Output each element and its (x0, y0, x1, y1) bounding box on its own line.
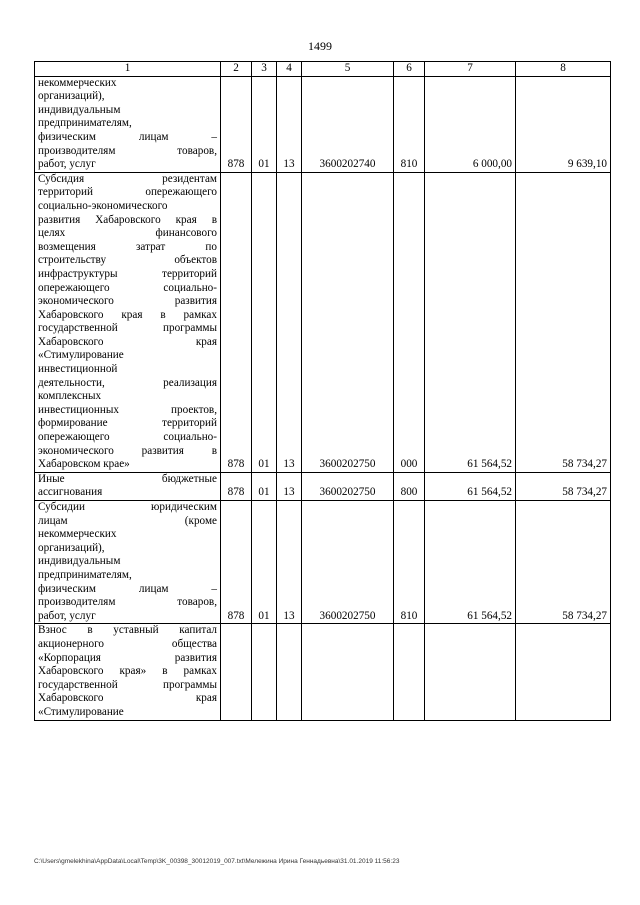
row-description (35, 76, 221, 172)
target-article-code: 3600202750 (302, 172, 394, 472)
amount-year-1 (425, 624, 516, 720)
amount-year-1: 61 564,52 (425, 472, 516, 500)
amount-year-1: 61 564,52 (425, 172, 516, 472)
row-description (35, 172, 221, 472)
subsection-code: 13 (277, 172, 302, 472)
section-code: 01 (252, 172, 277, 472)
table-row (35, 172, 611, 472)
description-line: государственной программы (38, 678, 217, 691)
description-line: производителям товаров, (38, 596, 217, 609)
header-row (35, 62, 611, 77)
col-header-8: 8 (516, 62, 611, 77)
target-article-code: 3600202740 (302, 76, 394, 172)
description-line: Взнос в уставный капитал (38, 624, 217, 637)
description-line: Субсидия резидентам (38, 172, 217, 185)
footer-path: C:\Users\gmelekhina\AppData\Local\Temp\3K_00398_30012019_007.txt\Мележина Ирина Геннадьевна\31.01.2019 11:56:23 (34, 858, 400, 865)
description-line: инвестиционных проектов, (38, 403, 217, 416)
expense-type-code: 810 (394, 501, 425, 624)
table-row (35, 472, 611, 500)
expense-type-code: 000 (394, 172, 425, 472)
ministry-code: 878 (221, 76, 252, 172)
description-line: организаций), (38, 90, 105, 103)
description-line: Хабаровского края (38, 692, 217, 705)
description-line: Хабаровского края в рамках (38, 308, 217, 321)
description-line: физическим лицам – (38, 582, 217, 595)
description-line: государственной программы (38, 322, 217, 335)
col-header-1: 1 (35, 62, 221, 77)
description-line: инвестиционной (38, 363, 118, 376)
expense-type-code: 810 (394, 76, 425, 172)
col-header-5: 5 (302, 62, 394, 77)
description-line: деятельности, реализация (38, 376, 217, 389)
description-line: «Стимулирование (38, 349, 124, 362)
table-row (35, 624, 611, 720)
subsection-code: 13 (277, 472, 302, 500)
description-line: физическим лицам – (38, 130, 217, 143)
description-line: возмещения затрат по (38, 240, 217, 253)
subsection-code: 13 (277, 501, 302, 624)
amount-year-2: 9 639,10 (516, 76, 611, 172)
description-line: «Корпорация развития (38, 651, 217, 664)
amount-year-2 (516, 624, 611, 720)
description-line: предпринимателям, (38, 568, 132, 581)
ministry-code: 878 (221, 472, 252, 500)
description-line: «Стимулирование (38, 705, 124, 718)
description-line: формирование территорий (38, 417, 217, 430)
row-description (35, 501, 221, 624)
subsection-code: 13 (277, 76, 302, 172)
description-line: строительству объектов (38, 254, 217, 267)
description-line: предпринимателям, (38, 117, 132, 130)
section-code: 01 (252, 472, 277, 500)
description-line: ассигнования (38, 486, 103, 499)
description-line: организаций), (38, 541, 105, 554)
ministry-code: 878 (221, 172, 252, 472)
description-line: территорий опережающего (38, 186, 217, 199)
target-article-code: 3600202750 (302, 501, 394, 624)
description-line: экономического развития в (38, 444, 217, 457)
description-line: комплексных (38, 390, 102, 403)
description-line: опережающего социально- (38, 281, 217, 294)
col-header-3: 3 (252, 62, 277, 77)
col-header-6: 6 (394, 62, 425, 77)
section-code (252, 624, 277, 720)
amount-year-2: 58 734,27 (516, 172, 611, 472)
page-number: 1499 (308, 39, 332, 53)
section-code: 01 (252, 76, 277, 172)
description-line: социально-экономического (38, 199, 168, 212)
row-description (35, 472, 221, 500)
amount-year-2: 58 734,27 (516, 472, 611, 500)
table-row (35, 501, 611, 624)
description-line: индивидуальным (38, 555, 121, 568)
amount-year-1: 6 000,00 (425, 76, 516, 172)
description-line: акционерного общества (38, 637, 217, 650)
subsection-code (277, 624, 302, 720)
description-line: Хабаровского края» в рамках (38, 665, 217, 678)
description-line: Субсидии юридическим (38, 501, 217, 513)
description-line: развития Хабаровского края в (38, 213, 217, 226)
row-description (35, 624, 221, 720)
description-line: опережающего социально- (38, 431, 217, 444)
description-line: экономического развития (38, 295, 217, 308)
description-line: индивидуальным (38, 103, 121, 116)
table-row (35, 76, 611, 172)
description-line: работ, услуг (38, 158, 96, 171)
section-code: 01 (252, 501, 277, 624)
description-line: некоммерческих (38, 528, 117, 541)
expense-type-code: 800 (394, 472, 425, 500)
ministry-code (221, 624, 252, 720)
col-header-7: 7 (425, 62, 516, 77)
description-line: инфраструктуры территорий (38, 267, 217, 280)
amount-year-1: 61 564,52 (425, 501, 516, 624)
description-line: некоммерческих (38, 76, 117, 89)
description-line: производителям товаров, (38, 144, 217, 157)
description-line: Хабаровском крае» (38, 458, 130, 471)
description-line: Хабаровского края (38, 335, 217, 348)
col-header-2: 2 (221, 62, 252, 77)
description-line: работ, услуг (38, 609, 96, 622)
description-line: Иные бюджетные (38, 472, 217, 485)
ministry-code: 878 (221, 501, 252, 624)
target-article-code: 3600202750 (302, 472, 394, 500)
budget-table (34, 61, 611, 721)
target-article-code (302, 624, 394, 720)
description-line: лицам (кроме (38, 514, 217, 527)
amount-year-2: 58 734,27 (516, 501, 611, 624)
expense-type-code (394, 624, 425, 720)
description-line: целях финансового (38, 227, 217, 240)
col-header-4: 4 (277, 62, 302, 77)
